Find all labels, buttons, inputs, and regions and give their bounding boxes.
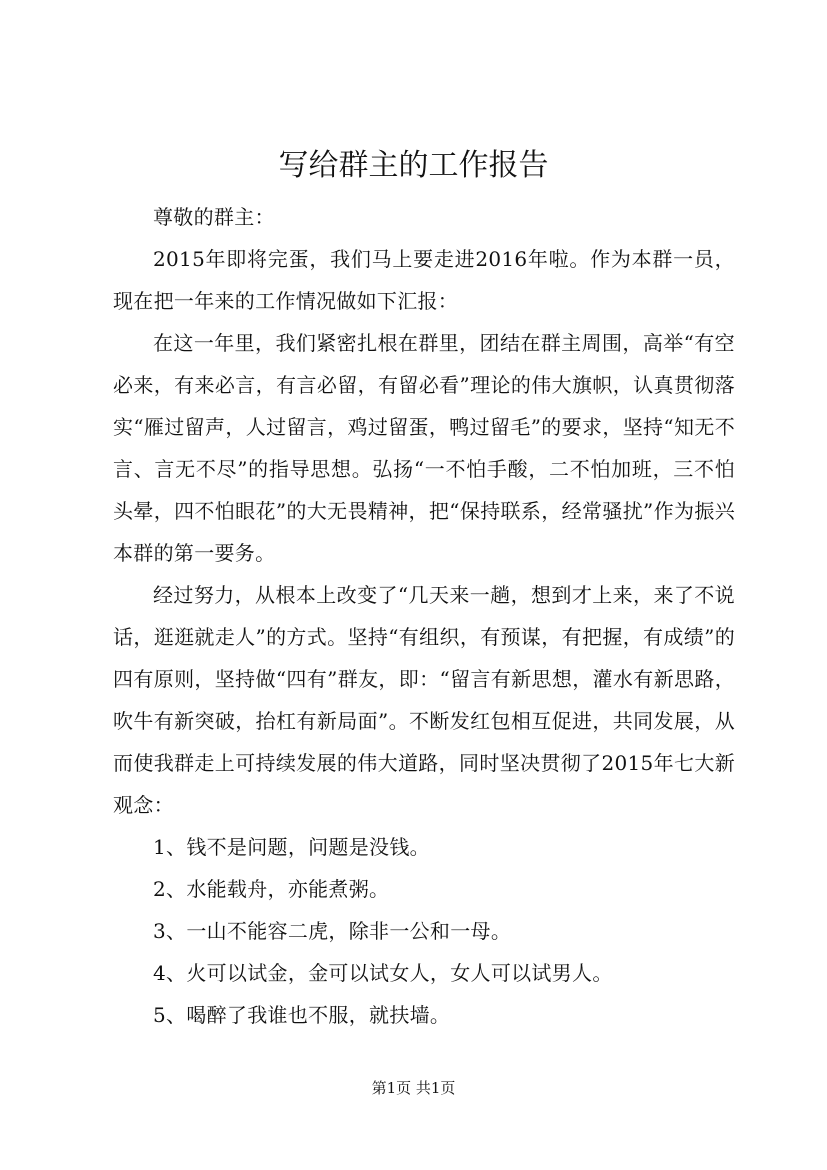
list-item: 1、钱不是问题，问题是没钱。	[153, 835, 430, 859]
list-item: 5、喝醉了我谁也不服，就扶墙。	[153, 1003, 451, 1027]
salutation: 尊敬的群主：	[153, 205, 275, 229]
list-item: 3、一山不能容二虎，除非一公和一母。	[153, 919, 512, 943]
page-footer: 第1页 共1页	[371, 1079, 456, 1097]
list-item: 4、火可以试金，金可以试女人，女人可以试男人。	[153, 961, 613, 985]
paragraph: 2015年即将完蛋，我们马上要走进2016年啦。作为本群一员，现在把一年来的工作情况做如下汇报：	[113, 247, 735, 313]
paragraph: 经过努力，从根本上改变了“几天来一趟，想到才上来，来了不说话，逛逛就走人”的方式。坚持“有组织，有预谋，有把握，有成绩”的四有原则，坚持做“四有”群友，即：“留言有新思想，灌水有新思路，吹牛有新突破，抬杠有新局面”。不断发红包相互促进，共同发展，从而使我群走上可持续发展的伟大道路，同时坚决贯彻了2015年七大新观念：	[113, 583, 735, 817]
document-title: 写给群主的工作报告	[278, 148, 549, 183]
paragraph: 在这一年里，我们紧密扎根在群里，团结在群主周围，高举“有空必来，有来必言，有言必留，有留必看”理论的伟大旗帜，认真贯彻落实“雁过留声，人过留言，鸡过留蛋，鸭过留毛”的要求，坚持“知无不言、言无不尽”的指导思想。弘扬“一不怕手酸，二不怕加班，三不怕头晕，四不怕眼花”的大无畏精神，把“保持联系，经常骚扰”作为振兴本群的第一要务。	[113, 331, 735, 565]
document-body	[113, 196, 735, 1036]
list-item: 2、水能载舟，亦能煮粥。	[153, 877, 390, 901]
